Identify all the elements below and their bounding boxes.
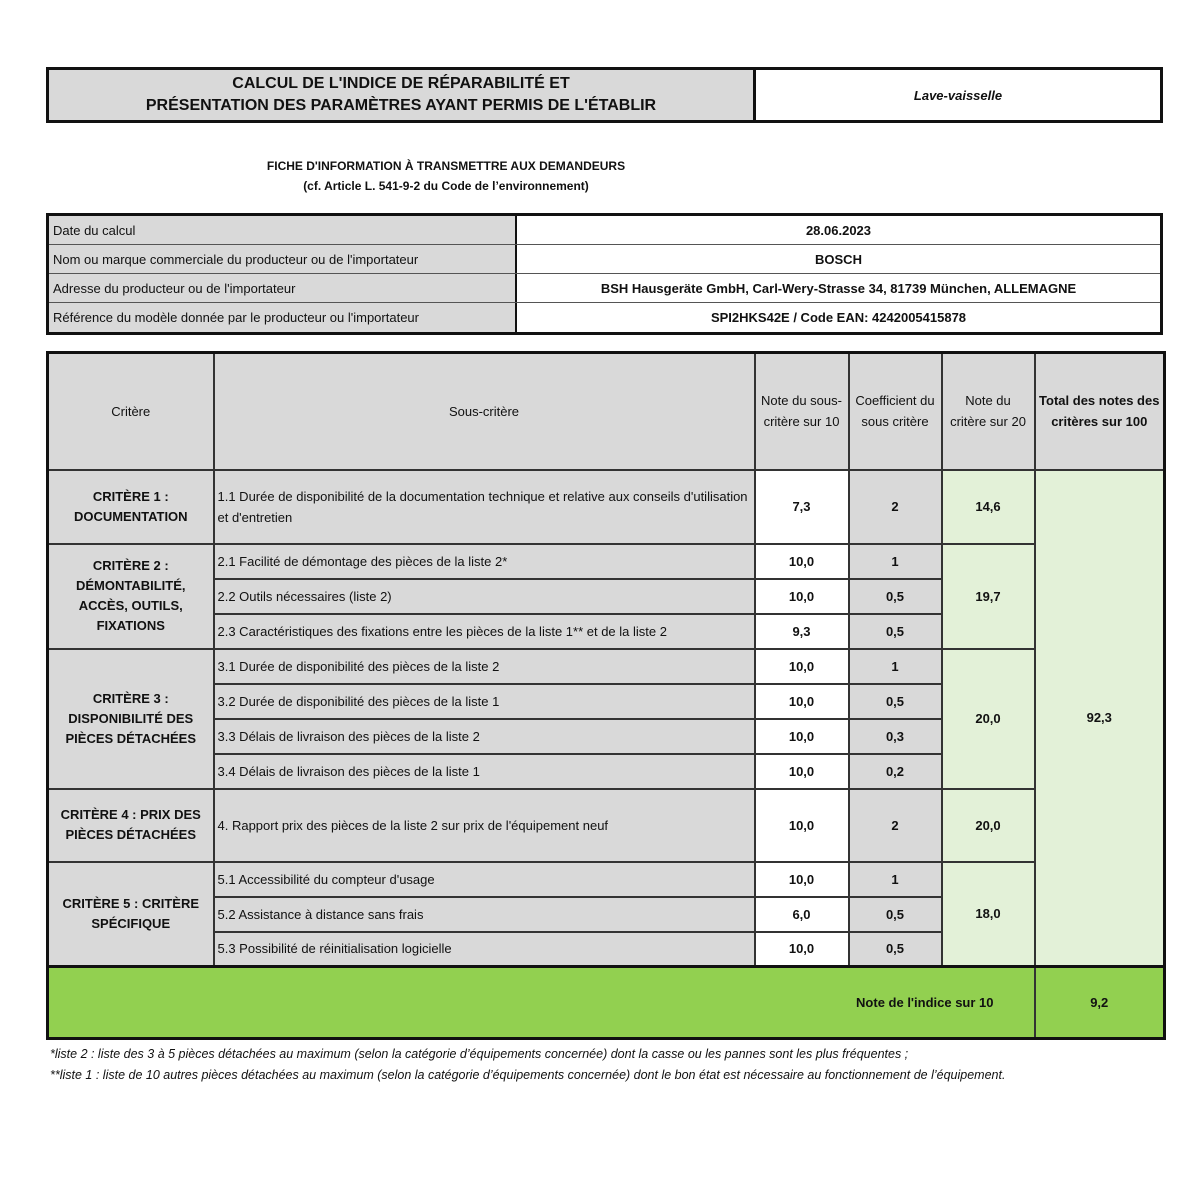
sub-criterion-label: 4. Rapport prix des pièces de la liste 2 sur prix de l'équipement neuf bbox=[214, 789, 755, 862]
title-line-1: CALCUL DE L'INDICE DE RÉPARABILITÉ ET bbox=[232, 75, 570, 92]
criteria-table bbox=[46, 351, 1166, 1040]
sub-criterion-coef: 1 bbox=[849, 862, 942, 897]
final-score-value: 9,2 bbox=[1035, 967, 1165, 1039]
column-header-sous-critere: Sous-critère bbox=[214, 353, 755, 470]
column-header-note20: Note du critère sur 20 bbox=[942, 353, 1035, 470]
info-label: Adresse du producteur ou de l'importateur bbox=[49, 274, 517, 302]
sub-criterion-label: 1.1 Durée de disponibilité de la documentation technique et relative aux conseils d'utilisation et d'entretien bbox=[214, 470, 755, 544]
sub-criterion-label: 3.2 Durée de disponibilité des pièces de la liste 1 bbox=[214, 684, 755, 719]
document-header bbox=[46, 67, 1163, 123]
column-header-coef: Coefficient du sous critère bbox=[849, 353, 942, 470]
column-header-critere: Critère bbox=[48, 353, 214, 470]
sub-criterion-coef: 0,5 bbox=[849, 614, 942, 649]
sub-criterion-coef: 1 bbox=[849, 649, 942, 684]
sub-criterion-label: 5.1 Accessibilité du compteur d'usage bbox=[214, 862, 755, 897]
sub-criterion-note: 7,3 bbox=[755, 470, 849, 544]
criterion-note20: 18,0 bbox=[942, 862, 1035, 967]
sub-criterion-note: 10,0 bbox=[755, 754, 849, 789]
info-value: BOSCH bbox=[815, 251, 862, 267]
criterion-name: CRITÈRE 2 : DÉMONTABILITÉ, ACCÈS, OUTILS, FIXATIONS bbox=[48, 544, 214, 649]
sub-criterion-label: 5.2 Assistance à distance sans frais bbox=[214, 897, 755, 932]
sub-criterion-coef: 0,2 bbox=[849, 754, 942, 789]
table-row bbox=[48, 470, 1165, 544]
sub-criterion-note: 10,0 bbox=[755, 684, 849, 719]
sub-criterion-coef: 0,5 bbox=[849, 684, 942, 719]
document-title bbox=[49, 70, 756, 120]
criterion-note20: 20,0 bbox=[942, 789, 1035, 862]
sub-criterion-coef: 0,5 bbox=[849, 579, 942, 614]
sub-criterion-note: 6,0 bbox=[755, 897, 849, 932]
total-score: 92,3 bbox=[1035, 470, 1165, 967]
criterion-note20: 14,6 bbox=[942, 470, 1035, 544]
footnote-liste-2: *liste 2 : liste des 3 à 5 pièces détachées au maximum (selon la catégorie d’équipements concernée) dont la casse ou les pannes sont les plus fréquentes ; bbox=[50, 1047, 909, 1061]
footnotes bbox=[50, 1044, 1130, 1086]
info-label: Nom ou marque commerciale du producteur ou de l'importateur bbox=[49, 245, 517, 273]
info-row-brand bbox=[49, 245, 1160, 274]
info-table bbox=[46, 213, 1163, 335]
sub-criterion-label: 5.3 Possibilité de réinitialisation logicielle bbox=[214, 932, 755, 967]
column-header-note-sous: Note du sous-critère sur 10 bbox=[755, 353, 849, 470]
sub-criterion-coef: 0,3 bbox=[849, 719, 942, 754]
info-value: SPI2HKS42E / Code EAN: 4242005415878 bbox=[710, 310, 967, 325]
product-type: Lave-vaisselle bbox=[913, 87, 1003, 103]
criterion-name: CRITÈRE 4 : PRIX DES PIÈCES DÉTACHÉES bbox=[48, 789, 214, 862]
info-value: BSH Hausgeräte GmbH, Carl-Wery-Strasse 34, 81739 München, ALLEMAGNE bbox=[600, 280, 1077, 296]
column-header-total: Total des notes des critères sur 100 bbox=[1035, 353, 1165, 470]
sub-criterion-coef: 2 bbox=[849, 470, 942, 544]
sub-criterion-label: 2.1 Facilité de démontage des pièces de la liste 2* bbox=[214, 544, 755, 579]
sub-criterion-coef: 0,5 bbox=[849, 932, 942, 967]
sub-criterion-coef: 0,5 bbox=[849, 897, 942, 932]
criterion-name: CRITÈRE 3 : DISPONIBILITÉ DES PIÈCES DÉTACHÉES bbox=[48, 649, 214, 789]
table-row bbox=[48, 544, 1165, 579]
sub-criterion-coef: 2 bbox=[849, 789, 942, 862]
final-score-row bbox=[48, 967, 1165, 1039]
sub-criterion-note: 9,3 bbox=[755, 614, 849, 649]
table-header-row bbox=[48, 353, 1165, 470]
sub-criterion-note: 10,0 bbox=[755, 649, 849, 684]
sub-criterion-label: 3.4 Délais de livraison des pièces de la liste 1 bbox=[214, 754, 755, 789]
info-row-address bbox=[49, 274, 1160, 303]
sub-criterion-note: 10,0 bbox=[755, 579, 849, 614]
sub-criterion-note: 10,0 bbox=[755, 862, 849, 897]
sub-criterion-label: 2.3 Caractéristiques des fixations entre les pièces de la liste 1** et de la liste 2 bbox=[214, 614, 755, 649]
subtitle bbox=[46, 156, 846, 196]
sub-criterion-label: 2.2 Outils nécessaires (liste 2) bbox=[214, 579, 755, 614]
criterion-name: CRITÈRE 1 : DOCUMENTATION bbox=[48, 470, 214, 544]
title-line-2: PRÉSENTATION DES PARAMÈTRES AYANT PERMIS DE L'ÉTABLIR bbox=[145, 97, 657, 114]
sub-criterion-note: 10,0 bbox=[755, 932, 849, 967]
footnote-liste-1: **liste 1 : liste de 10 autres pièces détachées au maximum (selon la catégorie d’équipements concernée) dont le bon état est nécessaire au fonctionnement de l’équipement. bbox=[50, 1068, 1006, 1082]
sub-criterion-coef: 1 bbox=[849, 544, 942, 579]
criterion-note20: 20,0 bbox=[942, 649, 1035, 789]
sub-criterion-label: 3.1 Durée de disponibilité des pièces de la liste 2 bbox=[214, 649, 755, 684]
info-label: Date du calcul bbox=[49, 216, 517, 244]
info-row-reference bbox=[49, 303, 1160, 332]
info-value: 28.06.2023 bbox=[805, 222, 872, 238]
info-label: Référence du modèle donnée par le producteur ou l'importateur bbox=[49, 303, 517, 332]
criterion-note20: 19,7 bbox=[942, 544, 1035, 649]
subtitle-line-2: (cf. Article L. 541-9-2 du Code de l’environnement) bbox=[303, 179, 589, 193]
final-score-label: Note de l'indice sur 10 bbox=[48, 967, 1035, 1039]
table-row bbox=[48, 862, 1165, 897]
sub-criterion-note: 10,0 bbox=[755, 719, 849, 754]
table-row bbox=[48, 649, 1165, 684]
criterion-name: CRITÈRE 5 : CRITÈRE SPÉCIFIQUE bbox=[48, 862, 214, 967]
info-row-date bbox=[49, 216, 1160, 245]
sub-criterion-note: 10,0 bbox=[755, 789, 849, 862]
sub-criterion-note: 10,0 bbox=[755, 544, 849, 579]
sub-criterion-label: 3.3 Délais de livraison des pièces de la liste 2 bbox=[214, 719, 755, 754]
table-row bbox=[48, 789, 1165, 862]
subtitle-line-1: FICHE D'INFORMATION À TRANSMETTRE AUX DEMANDEURS bbox=[266, 159, 626, 173]
